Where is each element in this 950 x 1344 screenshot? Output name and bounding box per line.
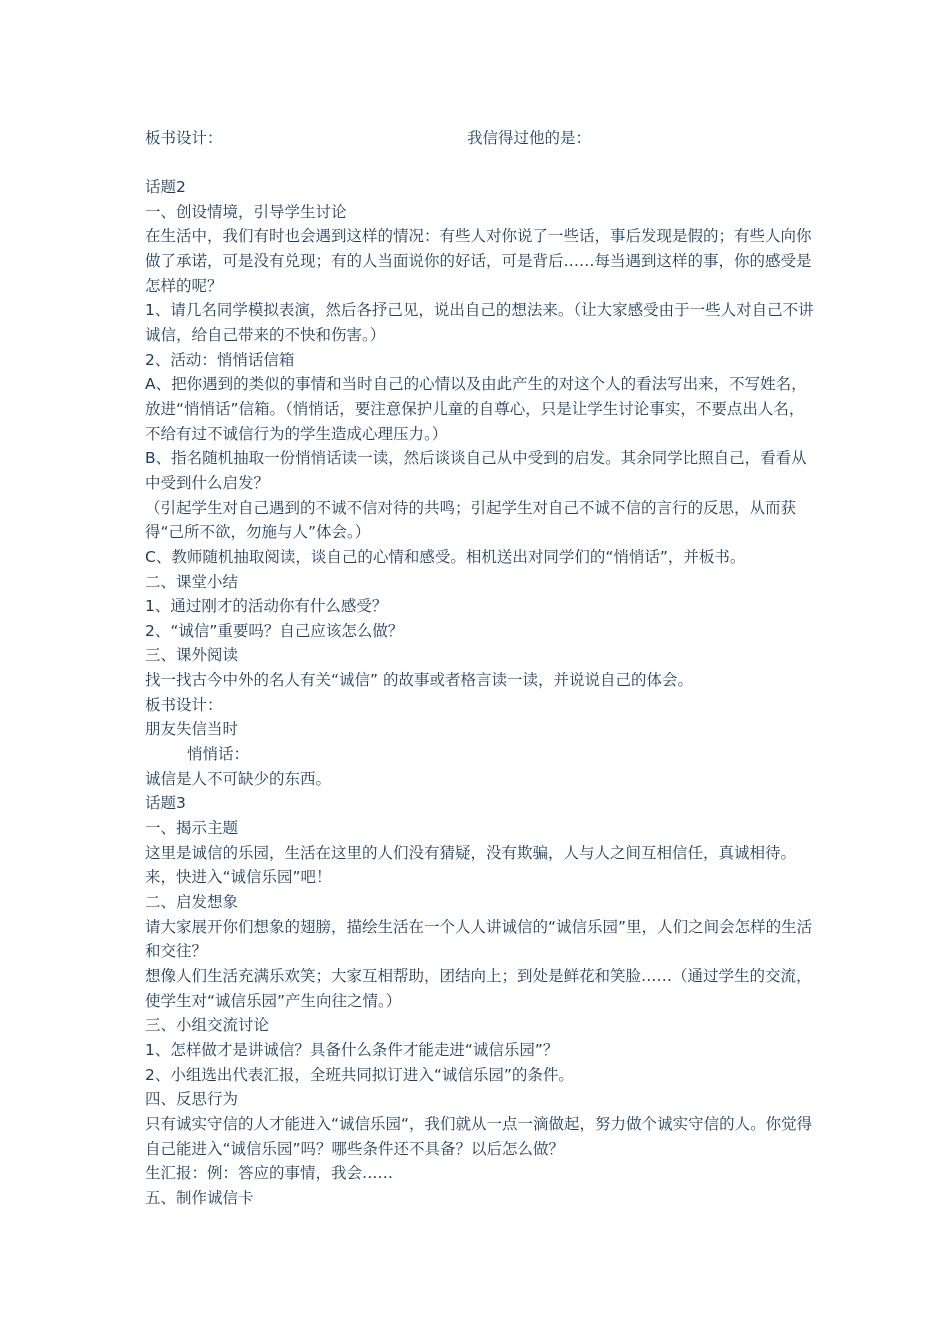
section-heading: 二、启发想象 (145, 893, 239, 912)
paragraph: 2、活动：悄悄话信箱 (145, 350, 295, 369)
paragraph: 想像人们生活充满乐欢笑；大家互相帮助，团结向上；到处是鲜花和笑脸……（通过学生的交流，使学生对“诚信乐园”产生向往之情。） (145, 967, 812, 1010)
paragraph: 2、小组选出代表汇报，全班共同拟订进入“诚信乐园”的条件。 (145, 1065, 574, 1084)
paragraph: C、教师随机抽取阅读，谈自己的心情和感受。相机送出对同学们的“悄悄话”，并板书。 (145, 547, 746, 566)
paragraph: 2、“诚信”重要吗？自己应该怎么做？ (145, 621, 404, 640)
board-design-label: 板书设计： (145, 129, 223, 147)
paragraph: （引起学生对自己遇到的不诚不信对待的共鸣；引起学生对自己不诚不信的言行的反思，从而获得“己所不欲，勿施与人”体会。） (145, 498, 797, 542)
paragraph: 生汇报：例：答应的事情，我会…… (145, 1164, 394, 1183)
section-heading: 三、课外阅读 (145, 646, 239, 665)
section-heading: 一、创设情境，引导学生讨论 (145, 202, 347, 221)
section-heading: 四、反思行为 (145, 1090, 239, 1109)
paragraph: 悄悄话： (187, 745, 250, 764)
trust-label: 我信得过他的是： (467, 129, 592, 147)
paragraph: 1、怎样做才是讲诚信？具备什么条件才能走进“诚信乐园”？ (145, 1040, 559, 1059)
paragraph: 找一找古今中外的名人有关“诚信” 的故事或者格言读一读，并说说自己的体会。 (145, 671, 693, 690)
section-heading: 一、揭示主题 (145, 819, 239, 838)
paragraph: 朋友失信当时 (145, 720, 239, 739)
paragraph: 请大家展开你们想象的翅膀，描绘生活在一个人人讲诚信的“诚信乐园”里，人们之间会怎样的生活和交往？ (145, 917, 813, 961)
paragraph: B、指名随机抽取一份悄悄话读一读，然后谈谈自己从中受到的启发。其余同学比照自己，看看从中受到什么启发？ (145, 449, 807, 492)
paragraph: 1、请几名同学模拟表演，然后各抒己见，说出自己的想法来。（让大家感受由于一些人对自己不讲诚信，给自己带来的不快和伤害。） (145, 301, 814, 344)
paragraph: 1、通过刚才的活动你有什么感受？ (145, 597, 388, 616)
paragraph: A、把你遇到的类似的事情和当时自己的心情以及由此产生的对这个人的看法写出来，不写姓名，放进“悄悄话”信箱。（悄悄话，要注意保护儿童的自尊心，只是让学生讨论事实，不要点出人名，不给有过不诚信行为的学生造成心理压力。） (145, 375, 807, 443)
paragraph: 这里是诚信的乐园，生活在这里的人们没有猜疑，没有欺骗，人与人之间互相信任，真诚相待。来，快进入“诚信乐园”吧！ (145, 843, 797, 887)
section-heading: 三、小组交流讨论 (145, 1016, 270, 1035)
paragraph: 在生活中，我们有时也会遇到这样的情况：有些人对你说了一些话，事后发现是假的；有些人向你做了承诺，可是没有兑现；有的人当面说你的好话，可是背后……每当遇到这样的事，你的感受是怎样的呢？ (145, 227, 812, 295)
board-design-header (145, 126, 825, 150)
topic-heading: 话题2 (145, 178, 186, 196)
paragraph: 板书设计： (145, 695, 223, 714)
section-heading: 五、制作诚信卡 (145, 1188, 254, 1207)
paragraph: 只有诚实守信的人才能进入“诚信乐园“，我们就从一点一滴做起，努力做个诚实守信的人。你觉得自己能进入“诚信乐园”吗？哪些条件还不具备？以后怎么做？ (145, 1114, 813, 1158)
section-heading: 二、课堂小结 (145, 572, 239, 591)
paragraph: 诚信是人不可缺少的东西。 (145, 769, 332, 788)
document-body (145, 175, 815, 1211)
topic-heading: 话题3 (145, 794, 186, 813)
